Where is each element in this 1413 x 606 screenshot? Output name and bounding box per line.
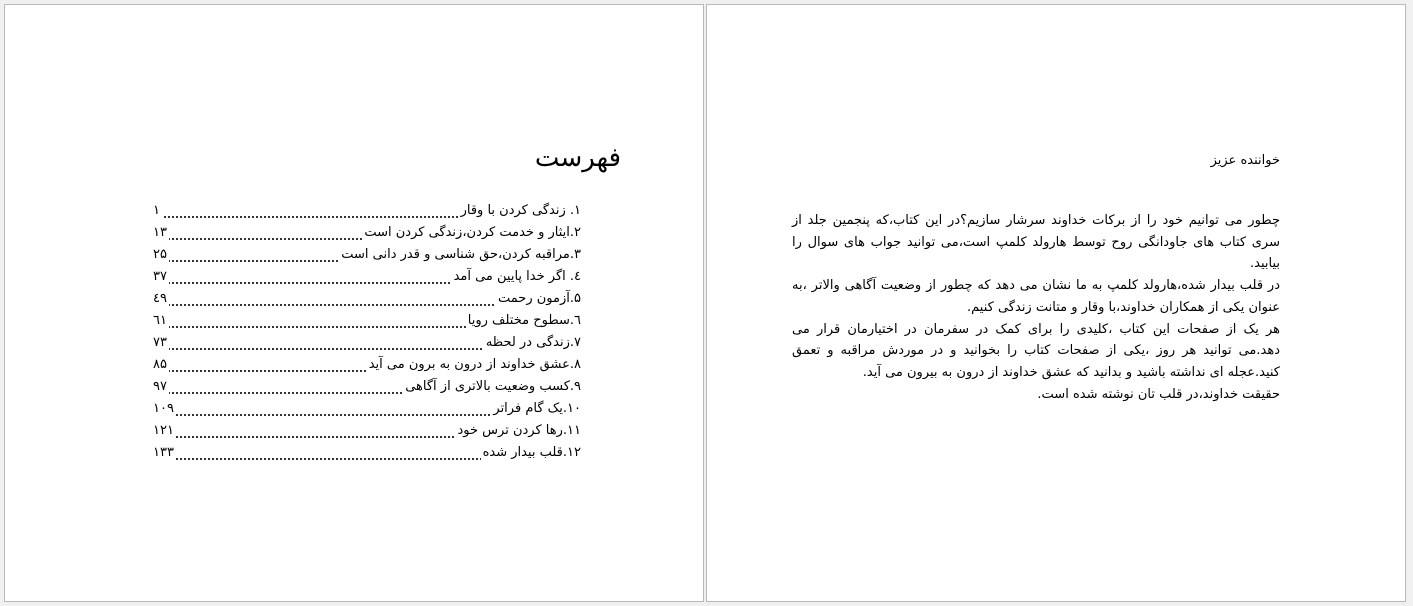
toc-item-page-number: ۲۵ xyxy=(153,247,167,262)
letter-paragraph: هر یک از صفحات این کتاب ،کلیدی را برای کمک در سفرمان در اختیارمان قرار می دهد.می توانید هر روز ،یکی از صفحات کتاب را بخوانید و در موردش مراقبه و تعمق کنید.عجله ای نداشته باشید و بدانید که عشق خداوند از درون به بیرون می آید. xyxy=(792,321,1280,380)
toc-item-title: ٦.سطوح مختلف رویا xyxy=(467,313,581,328)
toc-item-title: ٤. اگر خدا پایین می آمد xyxy=(453,269,581,284)
toc-item[interactable] xyxy=(153,355,581,377)
toc-item[interactable] xyxy=(153,223,581,245)
toc-item-title: ۱۰.یک گام فراتر xyxy=(493,401,581,416)
letter-paragraph: چطور می توانیم خود را از برکات خداوند سرشار سازیم؟در این کتاب،که پنجمین جلد از سری کتاب های جاودانگی روح توسط هارولد کلمپ است،می توانید جواب های سوال را بیابید. xyxy=(792,213,1280,272)
toc-item-page-number: ۱۳ xyxy=(153,225,167,240)
toc-list xyxy=(153,201,581,465)
toc-item-page-number: ٦۱ xyxy=(153,313,167,328)
toc-item-title: ۳.مراقبه کردن،حق شناسی و قدر دانی است xyxy=(341,247,581,262)
toc-item-page-number: ۸۵ xyxy=(153,357,167,372)
letter-paragraph: حقیقت خداوند،در قلب تان نوشته شده است. xyxy=(1037,386,1280,402)
toc-item-page-number: ۱۲۱ xyxy=(153,423,174,438)
toc-item[interactable] xyxy=(153,377,581,399)
toc-item[interactable] xyxy=(153,399,581,421)
letter-paragraphs xyxy=(792,210,1280,405)
toc-item-title: ۵.آزمون رحمت xyxy=(498,291,581,306)
letter-greeting: خواننده عزیز xyxy=(1210,153,1280,168)
toc-item[interactable] xyxy=(153,267,581,289)
toc-item-title: ۱۲.قلب بیدار شده xyxy=(482,445,581,460)
toc-item[interactable] xyxy=(153,311,581,333)
toc-item[interactable] xyxy=(153,421,581,443)
letter-body xyxy=(792,153,1280,405)
toc-item-page-number: ٤۹ xyxy=(153,291,167,306)
toc-item-page-number: ۹۷ xyxy=(153,379,167,394)
toc-item-title: ۱۱.رها کردن ترس خود xyxy=(457,423,581,438)
toc-item-title: ۸.عشق خداوند از درون به برون می آید xyxy=(368,357,581,372)
toc-item[interactable] xyxy=(153,201,581,223)
toc-item-page-number: ۱ xyxy=(153,203,160,218)
toc-item[interactable] xyxy=(153,289,581,311)
toc-item[interactable] xyxy=(153,443,581,465)
toc-page xyxy=(4,4,704,602)
toc-item-title: ۱. زندگی کردن با وقار xyxy=(460,203,581,218)
toc-item-title: ۷.زندگی در لحظه xyxy=(485,335,581,350)
toc-item-title: ۹.کسب وضعیت بالاتری از آگاهی xyxy=(405,379,581,394)
toc-item[interactable] xyxy=(153,245,581,267)
toc-item[interactable] xyxy=(153,333,581,355)
letter-page xyxy=(706,4,1406,602)
toc-item-page-number: ۷۳ xyxy=(153,335,167,350)
toc-item-page-number: ۱۰۹ xyxy=(153,401,174,416)
toc-item-title: ۲.ایثار و خدمت کردن،زندگی کردن است xyxy=(364,225,581,240)
letter-paragraph: در قلب بیدار شده،هارولد کلمپ به ما نشان می دهد که چطور از وضعیت آگاهی والاتر ،به عنوان یکی از همکاران خداوند،با وقار و متانت زندگی کنیم. xyxy=(792,278,1280,315)
toc-item-page-number: ۳۷ xyxy=(153,269,167,284)
toc-item-page-number: ۱۳۳ xyxy=(153,445,174,460)
toc-title: فهرست xyxy=(534,143,621,173)
